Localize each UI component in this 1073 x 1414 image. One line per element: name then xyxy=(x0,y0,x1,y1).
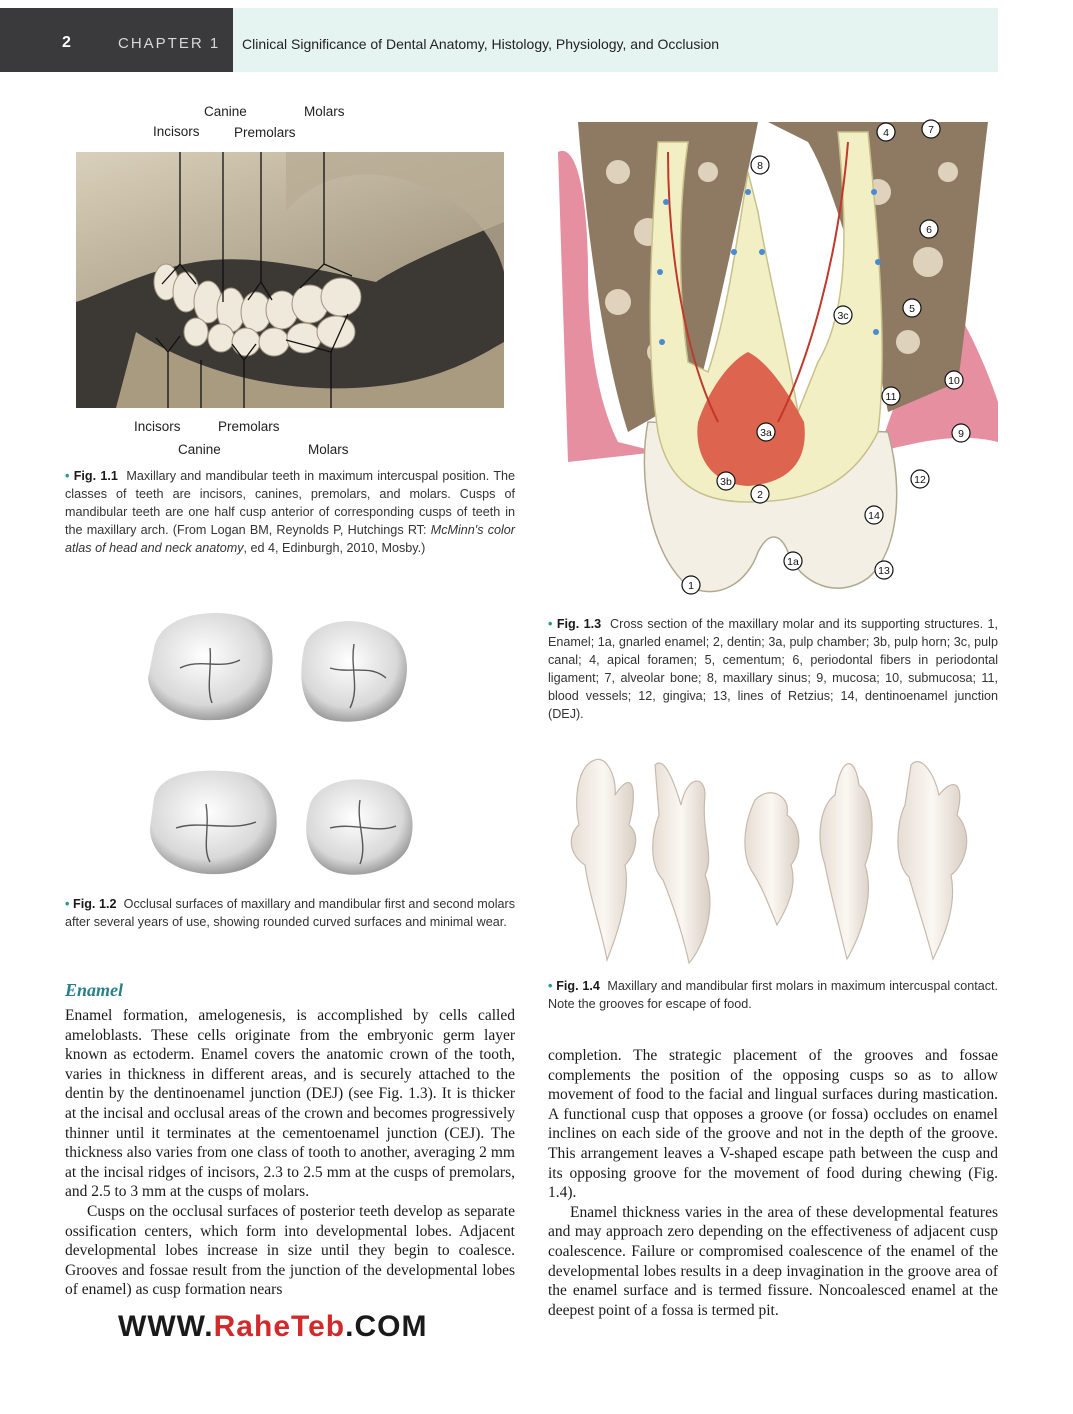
label-top-molars: Molars xyxy=(304,104,345,119)
section-heading-enamel: Enamel xyxy=(65,980,124,1000)
right-column-text xyxy=(548,1046,998,1320)
fig-1-4-caption: • Fig. 1.4 Maxillary and mandibular first molars in maximum intercuspal contact. Note the grooves for escape of food. xyxy=(548,979,999,1011)
left-column-text xyxy=(65,1006,515,1300)
fig-1-1-source-title: McMinn's color atlas of head and neck anatomy xyxy=(65,523,515,555)
label-top-premolars: Premolars xyxy=(234,125,296,140)
label-bottom-incisors: Incisors xyxy=(134,419,181,434)
marker-9: 9 xyxy=(958,428,964,440)
marker-3b: 3b xyxy=(720,476,732,488)
teeth-row-illustration xyxy=(555,755,985,967)
label-bottom-premolars: Premolars xyxy=(218,419,280,434)
paragraph-2: Cusps on the occlusal surfaces of posterior teeth develop as separate ossification centers, which form into developmental lobes. Adjacent developmental lobes increase in size until they begin to coalesce. Grooves and fossae result from the junction of the developmental lobes of enamel) as cusp formation nears xyxy=(65,1202,515,1299)
label-bottom-molars: Molars xyxy=(308,442,349,457)
marker-12: 12 xyxy=(914,474,926,486)
fig-1-4-molars-intercuspal xyxy=(555,755,985,967)
fig-1-1-label: Fig. 1.1 xyxy=(73,469,118,483)
watermark-prefix: WWW. xyxy=(118,1310,214,1343)
fig-1-1-skull-photo xyxy=(76,152,504,408)
fig-1-2-text: Occlusal surfaces of maxillary and mandibular first and second molars after several years of use, showing rounded curved surfaces and minimal wear. xyxy=(65,897,516,929)
fig-1-1-caption: • Fig. 1.1 Maxillary and mandibular teeth in maximum intercuspal position. The classes of teeth are incisors, canines, premolars, and molars. Cusps of mandibular teeth are one half cusp anterior of corresponding cusps of teeth in the maxillary arch. (From Logan BM, Reynolds P, Hutchings RT: McMinn's color atlas of head and neck anatomy, ed 4, Edinburgh, 2010, Mosby.) xyxy=(65,469,516,555)
marker-13: 13 xyxy=(878,565,890,577)
marker-1a: 1a xyxy=(787,556,799,568)
occlusal-molars-illustration xyxy=(140,608,420,888)
fig-1-2-occlusal-photos xyxy=(140,608,420,888)
paragraph-3: completion. The strategic placement of the grooves and fossae complements the position of the opposing cusps so as to allow movement of food to the facial and lingual surfaces during mastication. A functional cusp that opposes a groove (or fossa) occludes on enamel inclines on each side of the groove and not in the depth of the groove. This arrangement leaves a V-shaped escape path between the cusp and its opposing groove for the movement of food during chewing (Fig. 1.4). xyxy=(548,1047,998,1202)
fig-1-3-cross-section xyxy=(548,112,998,610)
fig-1-1-text: Maxillary and mandibular teeth in maximum intercuspal position. The classes of teeth are incisors, canines, premolars, and molars. Cusps of mandibular teeth are one half cusp anterior of corresponding cusps of teeth in the maxillary arch. (From Logan BM, Reynolds P, Hutchings RT: xyxy=(65,469,516,537)
marker-11: 11 xyxy=(885,391,897,403)
marker-1: 1 xyxy=(688,580,694,592)
fig-1-1-source-tail: , ed 4, Edinburgh, 2010, Mosby.) xyxy=(243,541,426,555)
page-number: 2 xyxy=(62,34,71,51)
marker-3c: 3c xyxy=(837,310,849,322)
watermark-suffix: .COM xyxy=(345,1310,428,1343)
marker-6: 6 xyxy=(926,224,932,236)
running-title: Clinical Significance of Dental Anatomy, Histology, Physiology, and Occlusion xyxy=(242,36,720,52)
molar-cross-section-illustration xyxy=(548,112,998,610)
fig-1-3-label: Fig. 1.3 xyxy=(556,617,602,631)
skull-illustration xyxy=(76,152,504,408)
marker-4: 4 xyxy=(883,127,889,139)
paragraph-4: Enamel thickness varies in the area of these developmental features and may approach zero depending on the effectiveness of adjacent cusp coalescence. Failure or compromised coalescence of the enamel of the developmental lobes results in a deep invagination in the groove area of the enamel surface and is termed fissure. Noncoalesced enamel at the deepest point of a fossa is termed pit. xyxy=(548,1203,998,1319)
fig-1-4-text: Maxillary and mandibular first molars in maximum intercuspal contact. Note the grooves for escape of food. xyxy=(548,979,999,1011)
label-top-canine: Canine xyxy=(204,104,247,119)
fig-1-3-text: Cross section of the maxillary molar and its supporting structures. 1, Enamel; 1a, gnarled enamel; 2, dentin; 3a, pulp chamber; 3b, pulp horn; 3c, pulp canal; 4, apical foramen; 5, cementum; 6, periodontal fibers in periodontal ligament; 7, alveolar bone; 8, maxillary sinus; 9, mucosa; 10, submucosa; 11, blood vessels; 12, gingiva; 13, lines of Retzius; 14, dentinoenamel junction (DEJ). xyxy=(548,617,999,721)
fig-1-3-caption: • Fig. 1.3 Cross section of the maxillary molar and its supporting structures. 1, Enamel; 1a, gnarled enamel; 2, dentin; 3a, pulp chamber; 3b, pulp horn; 3c, pulp canal; 4, apical foramen; 5, cementum; 6, periodontal fibers in periodontal ligament; 7, alveolar bone; 8, maxillary sinus; 9, mucosa; 10, submucosa; 11, blood vessels; 12, gingiva; 13, lines of Retzius; 14, dentinoenamel junction (DEJ). xyxy=(548,617,999,721)
paragraph-1: Enamel formation, amelogenesis, is accomplished by cells called ameloblasts. These cells originate from the embryonic germ layer known as ectoderm. Enamel covers the anatomic crown of the tooth, varies in thickness in different areas, and is securely attached to the dentin by the dentinoenamel junction (DEJ) (see Fig. 1.3). It is thicker at the incisal and occlusal areas of the crown and becomes progressively thinner until it terminates at the cementoenamel junction (CEJ). The thickness also varies from one class of tooth to another, averaging 2 mm at the incisal ridges of incisors, 2.3 to 2.5 mm at the cusps of premolars, and 2.5 to 3 mm at the cusps of molars. xyxy=(65,1007,515,1201)
marker-3a: 3a xyxy=(760,427,772,439)
marker-10: 10 xyxy=(948,375,960,387)
label-top-incisors: Incisors xyxy=(153,124,200,139)
fig-1-2-label: Fig. 1.2 xyxy=(73,897,117,911)
marker-7: 7 xyxy=(928,124,934,136)
chapter-label: CHAPTER 1 xyxy=(118,35,221,52)
fig-1-4-label: Fig. 1.4 xyxy=(556,979,600,993)
fig-1-2-caption: • Fig. 1.2 Occlusal surfaces of maxillary and mandibular first and second molars after several years of use, showing rounded curved surfaces and minimal wear. xyxy=(65,897,516,929)
marker-8: 8 xyxy=(757,160,763,172)
marker-14: 14 xyxy=(868,510,880,522)
watermark-site xyxy=(118,1310,427,1344)
watermark-name: RaheTeb xyxy=(213,1310,346,1343)
label-bottom-canine: Canine xyxy=(178,442,221,457)
marker-5: 5 xyxy=(909,303,915,315)
marker-2: 2 xyxy=(757,489,763,501)
